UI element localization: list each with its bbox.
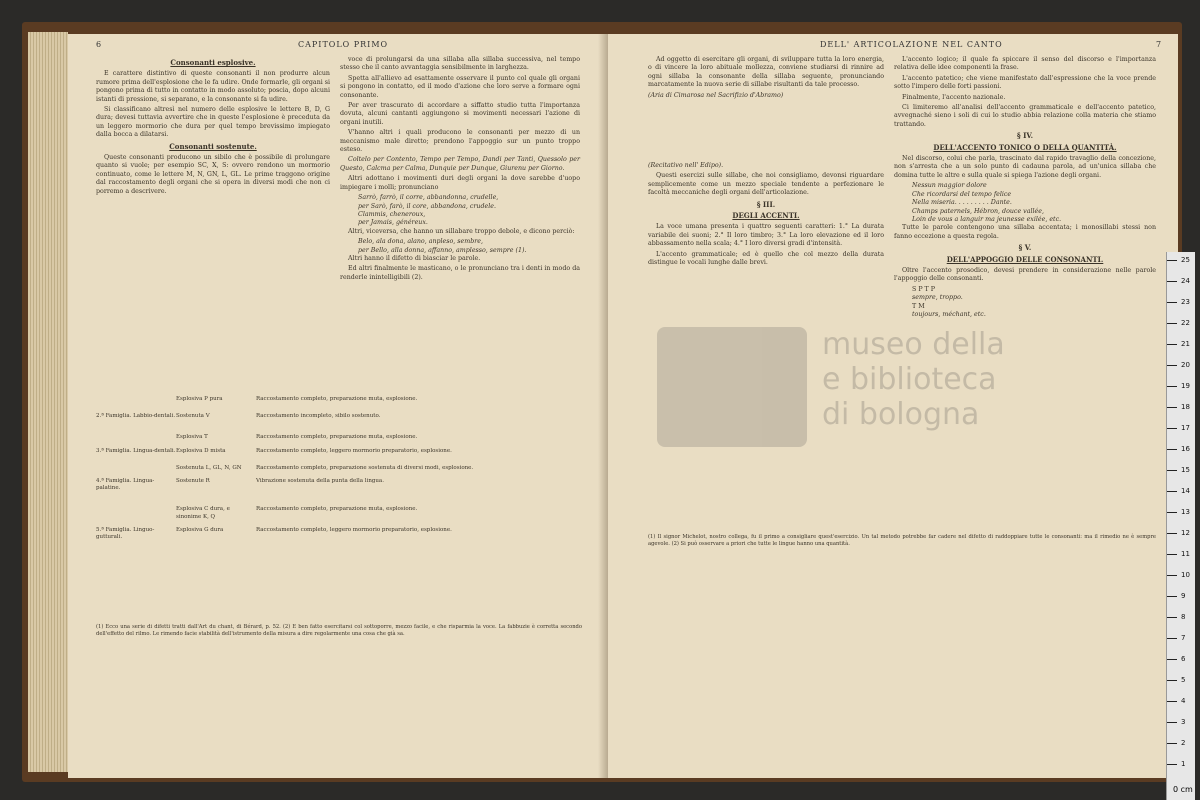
example-line: toujours, méchant, etc. [912,310,986,318]
example-line: per Jamais, généreux. [358,219,428,227]
heading-consonanti-sostenute: Consonanti sostenute. [169,141,257,151]
watermark-line: e biblioteca [822,362,997,397]
consonant-classification-table [96,396,586,541]
ruler-tick [1167,533,1177,534]
table-cell-type: Sostenute R [176,478,210,485]
example-line: Champs paternels, Hébron, douce vallée, [912,207,1044,215]
table-cell-family: 5.ª Famiglia. Linguo-gutturali. [96,526,155,541]
page-edges [28,32,68,772]
library-watermark [657,307,1177,547]
left-column-2 [340,56,580,284]
table-cell-type: Esplosiva T [176,434,208,441]
ruler-number: 9 [1181,592,1186,600]
paragraph: Oltre l'accento prosodico, devesi prendere in considerazione nelle parole l'appoggio delle consonanti. [894,266,1156,283]
paragraph: Altri, viceversa, che hanno un sillabare troppo debole, e dicono perciò: [348,227,575,235]
ruler-number: 25 [1181,256,1190,264]
table-cell-type: Esplosiva G dura [176,526,224,533]
right-column-1 [648,56,884,270]
ruler-tick [1167,617,1177,618]
table-cell-type: Esplosiva P pura [176,396,223,402]
example-text: Coltelo per Contento, Tempo per Tempo, Dandi per Tanti, Quessolo per Questo, Calcma per Calma, Dunquie per Dunque, Giurenu per Giorno. [340,156,580,172]
example-line: Loin de vous a languir ma jeunesse exilée, etc. [912,215,1062,223]
heading-appoggio-consonanti: DELL'APPOGGIO DELLE CONSONANTI. [946,254,1104,264]
table-cell-type: Esplosiva D mista [176,447,226,454]
ruler-number: 21 [1181,340,1190,348]
table-cell-family [96,465,176,472]
section-number: § III. [756,199,776,209]
ruler-number: 13 [1181,508,1190,516]
paragraph: L'accento logico; il quale fa spiccare il senso del discorso e l'importanza relativa delle idee componenti la frase. [894,56,1156,72]
ruler-tick [1167,428,1177,429]
ruler-tick [1167,638,1177,639]
ruler-tick [1167,701,1177,702]
ruler-tick [1167,743,1177,744]
table-cell-type: Esplosiva C dura, e sinonime K, Q [176,506,230,520]
paragraph: Tutte le parole contengono una sillaba accentata; i monosillabi stessi non fanno eccezione a questa regola. [894,224,1156,240]
example-line: Nessun maggior dolore [912,182,987,190]
paragraph: voce di prolungarsi da una sillaba alla sillaba successiva, nel tempo stesso che il canto avvantaggia sensibilmente in larghezza. [340,56,580,72]
ruler-number: 12 [1181,529,1190,537]
table-cell-family [96,434,176,441]
table-row [96,396,586,403]
table-cell-desc: Raccostamento completo, leggero mormorio preparatorio, esplosione. [256,526,452,533]
ruler-tick [1167,764,1177,765]
table-row [96,527,586,541]
paragraph: E carattere distintivo di queste consonanti il non produrre alcun rumore prima dell'esplosione che le fa udire. Onde formarle, gli organi si pongono prima di tutto in contatto in modo assoluto; poscia, dopo alcuni istanti di pressione, si separano, e la consonante si fa udire. [96,70,331,103]
paragraph: Spetta all'allievo ad esattamente osservare il punto col quale gli organi si pongono in contatto, ed il modo d'azione che loro serve a formare ogni consonante. [340,74,580,99]
ruler-tick [1167,407,1177,408]
paragraph: Nel discorso, colui che parla, trascinato dal rapido travaglio della concezione, non s'arresta che a un solo punto di cadauna parola, ad un'unica sillaba che domina tutte le altre e sulla quale si spiega l'azione degli organi. [894,155,1156,179]
ruler-tick [1167,722,1177,723]
example-line: sempre, troppo. [912,294,963,302]
ruler-number: 17 [1181,424,1190,432]
ruler-number: 22 [1181,319,1190,327]
left-running-head: CAPITOLO PRIMO [298,40,389,49]
ruler-tick [1167,596,1177,597]
ruler-tick [1167,491,1177,492]
table-cell-desc: Raccostamento incompleto, sibilo sostenuto. [256,413,381,420]
ruler-tick [1167,659,1177,660]
paragraph: Finalmente, l'accento nazionale. [902,93,1006,101]
table-cell-type: Sostenuta V [176,413,210,420]
ruler-number: 14 [1181,487,1190,495]
ruler-tick [1167,575,1177,576]
ruler-tick [1167,260,1177,261]
heading-degli-accenti: DEGLI ACCENTI. [732,211,800,221]
example-caption: (Aria di Cimarosa nel Sacrifizio d'Abramo) [648,91,784,99]
table-row [96,413,586,420]
ruler-number: 2 [1181,739,1186,747]
ruler-tick [1167,512,1177,513]
paragraph: Per aver trascurato di accordare a siffatto studio tutta l'importanza dovuta, alcuni cantanti aggiungono si movimenti necessari l'azione di organi inutili. [340,102,580,126]
right-page-number: 7 [1156,40,1163,49]
ruler-tick [1167,470,1177,471]
ruler-number: 1 [1181,760,1186,768]
example-line: Nella miseria. . . . . . . . . Dante. [912,199,1012,207]
ruler-tick [1167,365,1177,366]
table-cell-desc: Raccostamento completo, leggero mormorio preparatorio, esplosione. [256,447,452,454]
paragraph: Queste consonanti producono un sibilo che è possibile di prolungare quanto si vuole; per esempio SC, X, S: ovvero rendono un mormorio continuato, come le lettere M, N, GN, L, GL. Le prime traggono origine dal raccostamento degli organi che si opera in diversi modi che non ci porremo a descrivere. [96,154,330,195]
right-column-2 [894,56,1156,319]
table-cell-desc: Raccostamento completo, preparazione muta, esplosione. [256,506,418,513]
example-line: per Sarò, farò, il core, abbandona, crudele. [358,202,496,210]
ruler-tick [1167,554,1177,555]
table-cell-family [96,506,176,520]
paragraph: Si classificano altresì nel numero delle esplosive le lettere B, D, G dura; devesi tuttavia avvertire che in queste l'esplosione è preceduta da un leggero mormorio che dura per quel tempo brevissimo impiegato dalla bocca a dilatarsi. [96,106,330,139]
paragraph: Ad oggetto di esercitare gli organi, di sviluppare tutta la loro energia, o di vincere la loro abituale mollezza, conviene studiarsi di rinnire ad ogni sillaba la consonante della sillaba seguente, pronunciando marcatamente la nuova serie di sillabe risultanti da tale processo. [648,56,884,89]
paragraph: Ci limiteremo all'analisi dell'accento grammaticale e dell'accento patetico, avvegnaché sieno i soli di cui lo studio abbia relazione colla materia che stiamo trattando. [894,104,1156,128]
ruler-number: 3 [1181,718,1186,726]
ruler-number: 16 [1181,445,1190,453]
library-logo-icon [657,327,807,447]
ruler-number: 11 [1181,550,1190,558]
table-cell-family: 4.ª Famiglia. Lingua-palatine. [96,478,155,492]
table-row [96,448,586,455]
ruler-number: 4 [1181,697,1186,705]
paragraph: Altri adottano i movimenti duri degli organi la dove sarebbe d'uopo impiegare i molli; pronunciano [340,175,580,191]
paragraph: V'hanno altri i quali producono le consonanti per mezzo di un meccanismo male diretto; prendono l'appoggio sur un punto troppo esteso. [340,129,580,154]
paragraph: Altri hanno il difetto di biasciar le parole. [348,254,481,262]
table-cell-desc: Raccostamento completo, preparazione sostenuta di diversi modi, esplosione. [256,464,474,471]
section-number: § IV. [1016,131,1034,141]
ruler-number: 6 [1181,655,1186,663]
watermark-line: museo della [822,327,1005,362]
ruler-number: 20 [1181,361,1190,369]
exercise-block [648,102,884,162]
example-line: Belo, ala dona, alano, anpleso, sembre, [358,238,483,246]
ruler-number: 10 [1181,571,1190,579]
ruler-tick [1167,344,1177,345]
paragraph: L'accento grammaticale; ed è quello che col mezzo della durata distingue le vocali lunghe dalle brevi. [648,250,884,267]
table-cell-family: 3.ª Famiglia. Lingua-dentali. [96,447,176,454]
table-row [96,434,586,441]
example-line: Che ricordarsi del tempo felice [912,190,1012,198]
left-page-number: 6 [96,40,103,49]
table-cell-type: Sostenuta L, GL, N, GN [176,464,242,471]
ruler-number: 8 [1181,613,1186,621]
right-running-head: DELL' ARTICOLAZIONE NEL CANTO [820,40,1003,49]
table-row [96,478,586,492]
paragraph: Ed altri finalmente le masticano, o le pronunciano tra i denti in modo da renderle inintelligibili (2). [340,265,580,281]
paragraph: L'accento patetico; che viene manifestato dall'espressione che la voce prende sotto l'impero delle forti passioni. [894,74,1156,91]
example-line: Sarrò, farrò, il corre, abbandonna, crudelle, [358,194,499,202]
table-row [96,506,586,520]
example-line: per Bello, alla donna, affanno, amplesso, sempre (1). [358,246,527,254]
ruler-number: 23 [1181,298,1190,306]
paragraph: La voce umana presenta i quattro seguenti caratteri: 1.° La durata variabile dei suoni; 2.° Il loro timbro; 3.° La loro elevazione ed il loro abbassamento nella scala; 4.° I loro diversi gradi d'intensità. [648,223,884,248]
left-page [68,34,609,778]
ruler-number: 24 [1181,277,1190,285]
heading-accento-tonico: DELL'ACCENTO TONICO O DELLA QUANTITÀ. [933,142,1117,152]
right-footnotes: (1) Il signor Michelot, nostro collega, fu il primo a consigliare quest'esercizio. Un tal metodo potrebbe far cadere nel difetto di raddoppiare tutte le consonanti: ma il rimedio ne è sempre agevole. (2) Si può osservare a priori che tutte le lingue hanno una quantità. [648,534,1156,547]
ruler-number: 15 [1181,466,1190,474]
watermark-line: di bologna [822,397,980,432]
table-cell-family [96,396,176,403]
example-caption: (Recitativo nell' Edipo). [648,162,724,170]
table-cell-desc: Vibrazione sostenuta della punta della lingua. [256,478,384,485]
ruler-tick [1167,302,1177,303]
section-number: § V. [1018,243,1032,253]
ruler-tick [1167,449,1177,450]
ruler-number: 18 [1181,403,1190,411]
paragraph: Questi esercizi sulle sillabe, che noi consigliamo, devonsi riguardare semplicemente come un mezzo speciale tendente a perfezionare le facoltà meccaniche degli organi dell'articolazione. [648,172,884,197]
ruler-tick [1167,386,1177,387]
ruler-unit: 0 cm [1173,785,1193,794]
heading-consonanti-esplosive: Consonanti esplosive. [170,58,256,67]
ruler-tick [1167,281,1177,282]
book-spread [22,22,1182,782]
example-line: T M [912,302,925,310]
example-line: Clammis, cheneroux, [358,210,426,218]
left-column-1 [96,56,330,198]
ruler-number: 7 [1181,634,1186,642]
ruler-number: 5 [1181,676,1186,684]
ruler-number: 19 [1181,382,1190,390]
ruler-tick [1167,680,1177,681]
table-cell-desc: Raccostamento completo, preparazione muta, esplosione. [256,396,418,402]
table-cell-desc: Raccostamento completo, preparazione muta, esplosione. [256,434,418,441]
scale-ruler [1166,252,1195,800]
table-cell-family: 2.ª Famiglia. Labbio-dentali. [96,413,176,420]
table-row [96,465,586,472]
left-footnotes: (1) Ecco una serie di difetti tratti dall'Art du chant, di Bérard, p. 52. (2) E ben fatto esercitarsi col sottoporre, mezzo facile, e che risparmia la voce. La fabbuzie è corretta secondo dell'effetto del rilmo. Le rimendo facie stabilità dell'istrumento della misura a dire regolarmente una cosa che già sa. [96,624,582,637]
example-line: S P T P [912,285,935,293]
ruler-tick [1167,323,1177,324]
